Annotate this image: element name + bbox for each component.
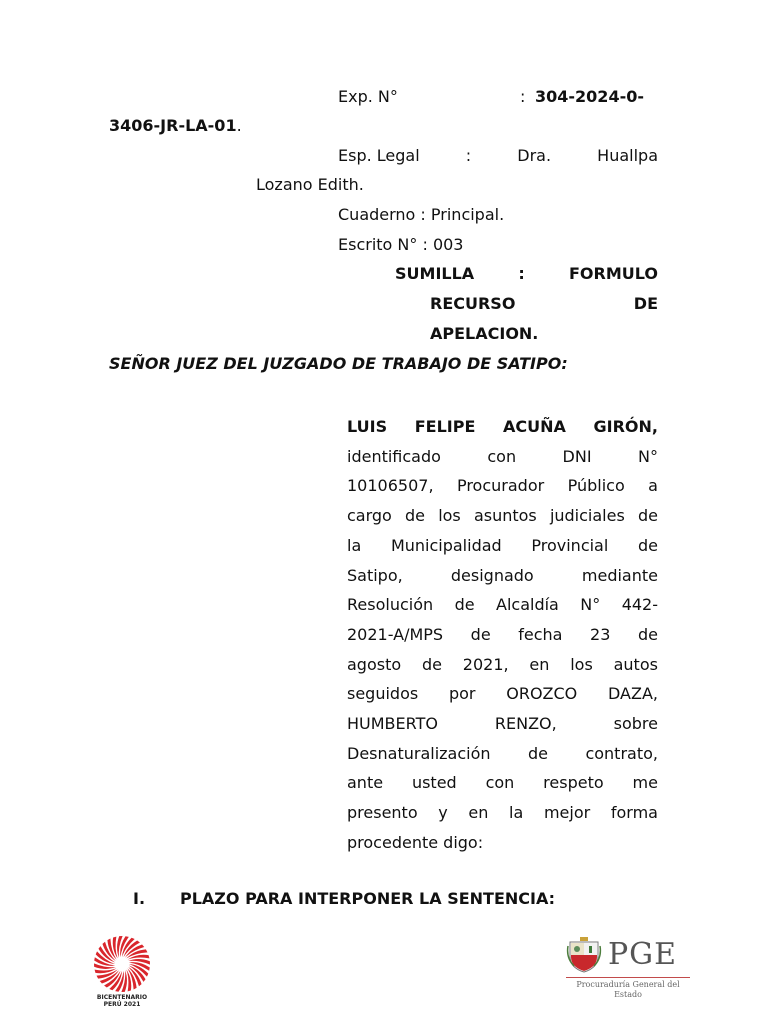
body-word: GIRÓN,	[593, 417, 658, 436]
body-word: N°	[638, 446, 658, 466]
body-word: DAZA,	[608, 684, 658, 704]
body-line	[347, 768, 658, 798]
body-word: mejor	[543, 803, 591, 823]
peru-coat-of-arms-icon	[566, 936, 602, 974]
addressee-heading: SEÑOR JUEZ DEL JUZGADO DE TRABAJO DE SATIPO:	[109, 354, 568, 373]
body-word: los	[570, 654, 593, 674]
body-word: de	[527, 743, 548, 763]
body-line	[347, 620, 658, 650]
body-word: de	[637, 506, 658, 526]
exp-value-line2	[109, 116, 242, 136]
esp-word-1: Dra.	[517, 146, 552, 165]
bicentenario-emblem-icon	[92, 934, 152, 994]
body-line	[347, 798, 658, 828]
body-word: en	[529, 654, 550, 674]
body-line	[347, 501, 658, 531]
body-word: cargo	[347, 506, 392, 526]
pge-logo	[566, 936, 690, 1000]
escrito-line: Escrito N° : 003	[338, 235, 464, 254]
body-word: con	[485, 773, 515, 793]
body-line	[347, 442, 658, 472]
body-word: de	[637, 624, 658, 644]
body-word: a	[648, 476, 658, 496]
body-word: contrato,	[585, 743, 658, 763]
body-word: Provincial	[531, 535, 609, 555]
sumilla-line3: APELACION.	[430, 324, 539, 343]
body-word: forma	[610, 803, 658, 823]
sumilla-line2	[430, 294, 658, 314]
body-word: la	[347, 535, 362, 555]
sumilla-separator: :	[518, 264, 525, 283]
body-word: asuntos	[473, 506, 537, 526]
section-number: I.	[133, 889, 146, 908]
body-line	[347, 531, 658, 561]
body-word: 442-	[621, 595, 658, 615]
body-word: agosto	[347, 654, 402, 674]
body-word: con	[487, 446, 517, 466]
body-word: mediante	[581, 565, 658, 585]
sumilla-word: FORMULO	[568, 264, 658, 283]
body-word: Procurador	[456, 476, 545, 496]
bicentenario-text-2: PERÚ 2021	[103, 1001, 141, 1008]
body-word: de	[421, 654, 442, 674]
body-word: Resolución	[347, 595, 434, 615]
body-word: FELIPE	[414, 417, 476, 436]
body-word: autos	[613, 654, 658, 674]
body-word: sobre	[613, 714, 658, 734]
pge-subtitle-2: Estado	[614, 990, 642, 999]
sumilla-label: SUMILLA	[395, 264, 475, 283]
body-line	[347, 590, 658, 620]
body-line	[347, 650, 658, 680]
body-word: usted	[411, 773, 457, 793]
body-word: de	[638, 535, 658, 555]
body-word: Municipalidad	[390, 535, 502, 555]
bicentenario-text-1: BICENTENARIO	[96, 994, 148, 1001]
esp-word-2: Huallpa	[597, 146, 658, 165]
pge-divider	[566, 977, 690, 978]
exp-separator: :	[520, 87, 526, 106]
body-word: los	[438, 506, 461, 526]
exp-label: Exp. N°	[338, 87, 398, 106]
body-line	[347, 412, 658, 442]
body-word: Satipo,	[347, 565, 403, 585]
body-word: la	[509, 803, 524, 823]
body-word: judiciales	[549, 506, 625, 526]
exp-value-part2: 3406-JR-LA-01	[109, 116, 237, 135]
body-line	[347, 739, 658, 769]
body-word: 23	[590, 624, 611, 644]
esp-separator: :	[465, 146, 472, 165]
body-word: seguidos	[347, 684, 419, 704]
body-word: identificado	[347, 446, 441, 466]
body-line	[347, 471, 658, 501]
body-word: Alcaldía	[496, 595, 559, 615]
body-word: RENZO,	[494, 714, 557, 734]
body-line	[347, 679, 658, 709]
body-word: Desnaturalización	[347, 743, 491, 763]
body-line-last: procedente digo:	[347, 832, 484, 852]
esp-legal-line	[338, 146, 658, 166]
body-word: fecha	[518, 624, 563, 644]
body-word: OROZCO	[506, 684, 578, 704]
sumilla-l2-word1: RECURSO	[430, 294, 516, 313]
body-paragraph	[347, 412, 658, 858]
body-word: 2021-A/MPS	[347, 624, 444, 644]
sumilla-l2-word2: DE	[633, 294, 658, 313]
body-word: 2021,	[462, 654, 509, 674]
body-word: en	[468, 803, 489, 823]
body-word: DNI	[562, 446, 592, 466]
cuaderno-line: Cuaderno : Principal.	[338, 205, 505, 224]
body-line	[347, 709, 658, 739]
body-word: de	[405, 506, 426, 526]
body-word: LUIS	[347, 417, 388, 436]
pge-logo-text: PGE	[608, 937, 678, 972]
sumilla-line1	[395, 264, 658, 284]
body-word: me	[632, 773, 658, 793]
body-word: presento	[347, 803, 418, 823]
section-title: PLAZO PARA INTERPONER LA SENTENCIA:	[180, 889, 556, 908]
body-word: Público	[567, 476, 625, 496]
pge-subtitle-1: Procuraduría General del	[576, 980, 680, 989]
body-word: de	[470, 624, 491, 644]
esp-label: Esp. Legal	[338, 146, 420, 165]
body-word: HUMBERTO	[347, 714, 438, 734]
body-word: ACUÑA	[502, 417, 566, 436]
body-word: 10106507,	[347, 476, 434, 496]
bicentenario-logo	[88, 934, 156, 1008]
body-word: y	[438, 803, 448, 823]
esp-legal-name-line2: Lozano Edith.	[256, 175, 364, 194]
exp-value-part1: 304-2024-0-	[535, 87, 644, 106]
body-word: ante	[347, 773, 384, 793]
body-line	[347, 561, 658, 591]
body-word: designado	[450, 565, 534, 585]
body-word: por	[448, 684, 476, 704]
body-word: de	[454, 595, 475, 615]
body-word: N°	[580, 595, 601, 615]
body-word: respeto	[543, 773, 604, 793]
exp-value-end: .	[236, 116, 242, 135]
